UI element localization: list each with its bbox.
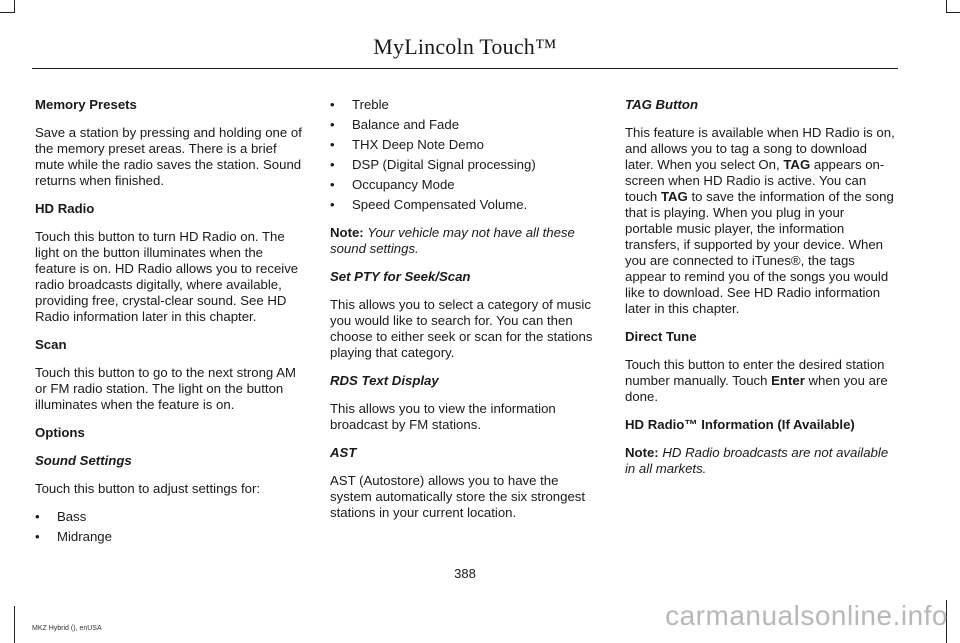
crop-mark — [946, 0, 947, 13]
bullet-icon: • — [35, 529, 40, 544]
memory-presets-text: Save a station by pressing and holding one of the memory preset areas. There is a brief mute while the radio saves the station. Sound returns when finished. — [35, 125, 302, 188]
bullet-icon: • — [330, 117, 335, 132]
note-label: Note: — [625, 445, 659, 460]
enter-keyword: Enter — [771, 373, 805, 388]
sound-settings-heading: Sound Settings — [35, 453, 132, 468]
rds-text: This allows you to view the information broadcast by FM stations. — [330, 401, 556, 432]
page-title: MyLincoln Touch™ — [373, 34, 557, 59]
list-item-label: Treble — [352, 97, 389, 112]
direct-text-part: Touch this button to enter the desired station number manually. Touch — [625, 357, 885, 388]
list-item-label: Bass — [57, 509, 87, 524]
crop-mark — [946, 12, 960, 13]
column-left — [35, 97, 305, 557]
tag-keyword: TAG — [783, 157, 811, 172]
tag-text-part: to save the information of the song that is playing. When you plug in your portable music player, the information transfers, if supported by your device. When you are connected to iTunes®, the tags appear to remind you of the songs you would like to download. See HD Radio information later in this chapter. — [625, 189, 894, 316]
list-item-label: DSP (Digital Signal processing) — [352, 157, 536, 172]
column-middle — [330, 97, 600, 533]
list-item — [330, 157, 600, 173]
memory-presets-heading: Memory Presets — [35, 97, 137, 112]
list-item — [35, 509, 305, 525]
crop-mark — [14, 606, 15, 643]
tag-button-text — [625, 125, 895, 317]
direct-tune-text — [625, 357, 895, 405]
watermark: carmanualsonline.info — [665, 600, 948, 631]
sound-settings-note — [330, 225, 600, 257]
options-heading: Options — [35, 425, 85, 440]
list-item — [330, 117, 600, 133]
set-pty-text: This allows you to select a category of music you would like to search for. You can then choose to either seek or scan for the stations playing that category. — [330, 297, 593, 360]
list-item-label: Occupancy Mode — [352, 177, 455, 192]
crop-mark — [14, 0, 15, 13]
ast-text: AST (Autostore) allows you to have the system automatically store the six strongest stations in your current location. — [330, 473, 586, 520]
rds-heading: RDS Text Display — [330, 373, 439, 388]
direct-tune-heading: Direct Tune — [625, 329, 697, 344]
bullet-icon: • — [330, 97, 335, 112]
ast-heading: AST — [330, 445, 357, 460]
list-item-label: Speed Compensated Volume. — [352, 197, 528, 212]
bullet-icon: • — [330, 177, 335, 192]
note-text: Your vehicle may not have all these sound settings. — [330, 225, 575, 256]
list-item-label: Midrange — [57, 529, 112, 544]
list-item — [330, 137, 600, 153]
crop-mark — [0, 12, 14, 13]
list-item-label: THX Deep Note Demo — [352, 137, 484, 152]
scan-text: Touch this button to go to the next strong AM or FM radio station. The light on the button illuminates when the feature is on. — [35, 365, 296, 412]
footer-model-code: MKZ Hybrid (), enUSA — [32, 625, 102, 632]
sound-settings-list-continued — [330, 97, 600, 213]
hd-radio-info-heading: HD Radio™ Information (If Available) — [625, 417, 855, 432]
note-label: Note: — [330, 225, 364, 240]
hd-radio-text: Touch this button to turn HD Radio on. The light on the button illuminates when the feature is on. HD Radio allows you to receive radio broadcasts digitally, where available, providing free, crystal-clear sound. See HD Radio information later in this chapter. — [35, 229, 299, 324]
bullet-icon: • — [35, 509, 40, 524]
set-pty-heading: Set PTY for Seek/Scan — [330, 269, 471, 284]
direct-text-part: when you are done. — [625, 373, 888, 404]
tag-button-heading: TAG Button — [625, 97, 698, 112]
hd-radio-heading: HD Radio — [35, 201, 95, 216]
list-item — [330, 177, 600, 193]
tag-text-part: appears on-screen when HD Radio is active. You can touch — [625, 157, 885, 204]
bullet-icon: • — [330, 137, 335, 152]
bullet-icon: • — [330, 157, 335, 172]
list-item — [330, 197, 600, 213]
list-item — [330, 97, 600, 113]
tag-keyword: TAG — [660, 189, 688, 204]
bullet-icon: • — [330, 197, 335, 212]
page-number: 388 — [454, 566, 476, 581]
note-text: HD Radio broadcasts are not available in all markets. — [625, 445, 889, 476]
list-item — [35, 529, 305, 545]
sound-settings-text: Touch this button to adjust settings for: — [35, 481, 261, 496]
list-item-label: Balance and Fade — [352, 117, 460, 132]
scan-heading: Scan — [35, 337, 67, 352]
hd-radio-note — [625, 445, 895, 477]
tag-text-part: This feature is available when HD Radio is on, and allows you to tag a song to download later. When you select On, — [625, 125, 895, 172]
sound-settings-list — [35, 509, 305, 545]
header-divider — [32, 68, 898, 69]
column-right — [625, 97, 895, 489]
